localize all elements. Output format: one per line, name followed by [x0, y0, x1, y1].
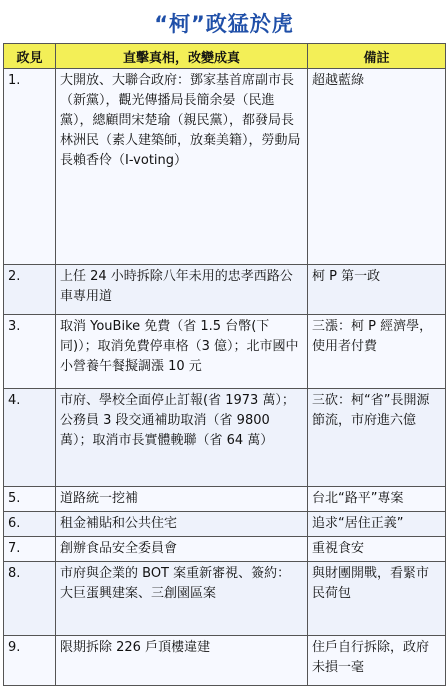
- row-content: 租金補貼和公共住宅: [56, 512, 308, 537]
- header-policy: 政見: [4, 44, 56, 69]
- row-content: 市府、學校全面停止訂報(省 1973 萬）；公務員 3 段交通補助取消（省 9800 萬）；取消市長實體輓聯（省 64 萬）: [56, 389, 308, 487]
- page-title: “柯”政猛於虎: [154, 12, 294, 36]
- row-number: 8.: [4, 562, 56, 636]
- row-note: 超越藍綠: [308, 69, 446, 265]
- table-row: [4, 265, 446, 315]
- row-number: 4.: [4, 389, 56, 487]
- row-number: 3.: [4, 315, 56, 389]
- row-note: 重視食安: [308, 537, 446, 562]
- row-content: 取消 YouBike 免費（省 1.5 台幣(下同)）；取消免費停車格（3 億）；北市國中小營養午餐擬調漲 10 元: [56, 315, 308, 389]
- table-row: [4, 537, 446, 562]
- row-note: 柯 P 第一政: [308, 265, 446, 315]
- row-number: 5.: [4, 487, 56, 512]
- row-number: 1.: [4, 69, 56, 265]
- row-note: 住戶自行拆除，政府未損一毫: [308, 636, 446, 686]
- row-note: 追求“居住正義”: [308, 512, 446, 537]
- policy-table: [3, 43, 446, 686]
- table-row: [4, 487, 446, 512]
- row-note: 三砍：柯“省”長開源節流，市府進六億: [308, 389, 446, 487]
- table-row: [4, 512, 446, 537]
- table-row: [4, 636, 446, 686]
- table-row: [4, 315, 446, 389]
- row-content: 創辦食品安全委員會: [56, 537, 308, 562]
- row-number: 2.: [4, 265, 56, 315]
- row-note: 與財團開戰，看緊市民荷包: [308, 562, 446, 636]
- table-header-row: [4, 44, 446, 69]
- row-note: 台北“路平”專案: [308, 487, 446, 512]
- header-note: 備註: [308, 44, 446, 69]
- row-content: 大開放、大聯合政府：鄧家基首席副市長（新黨），觀光傳播局長簡余晏（民進黨），總顧問宋楚瑜（親民黨），都發局長林洲民（素人建築師，放棄美籍），勞動局長賴香伶（I-voting）: [56, 69, 308, 265]
- row-content: 市府與企業的 BOT 案重新審視、簽約：大巨蛋興建案、三創園區案: [56, 562, 308, 636]
- header-content: 直擊真相，改變成真: [56, 44, 308, 69]
- table-row: [4, 389, 446, 487]
- row-content: 道路統一挖補: [56, 487, 308, 512]
- row-content: 限期拆除 226 戶頂樓違建: [56, 636, 308, 686]
- row-note: 三漲：柯 P 經濟學，使用者付費: [308, 315, 446, 389]
- table-row: [4, 562, 446, 636]
- row-number: 9.: [4, 636, 56, 686]
- row-number: 6.: [4, 512, 56, 537]
- row-content: 上任 24 小時拆除八年未用的忠孝西路公車專用道: [56, 265, 308, 315]
- row-number: 7.: [4, 537, 56, 562]
- table-row: [4, 69, 446, 265]
